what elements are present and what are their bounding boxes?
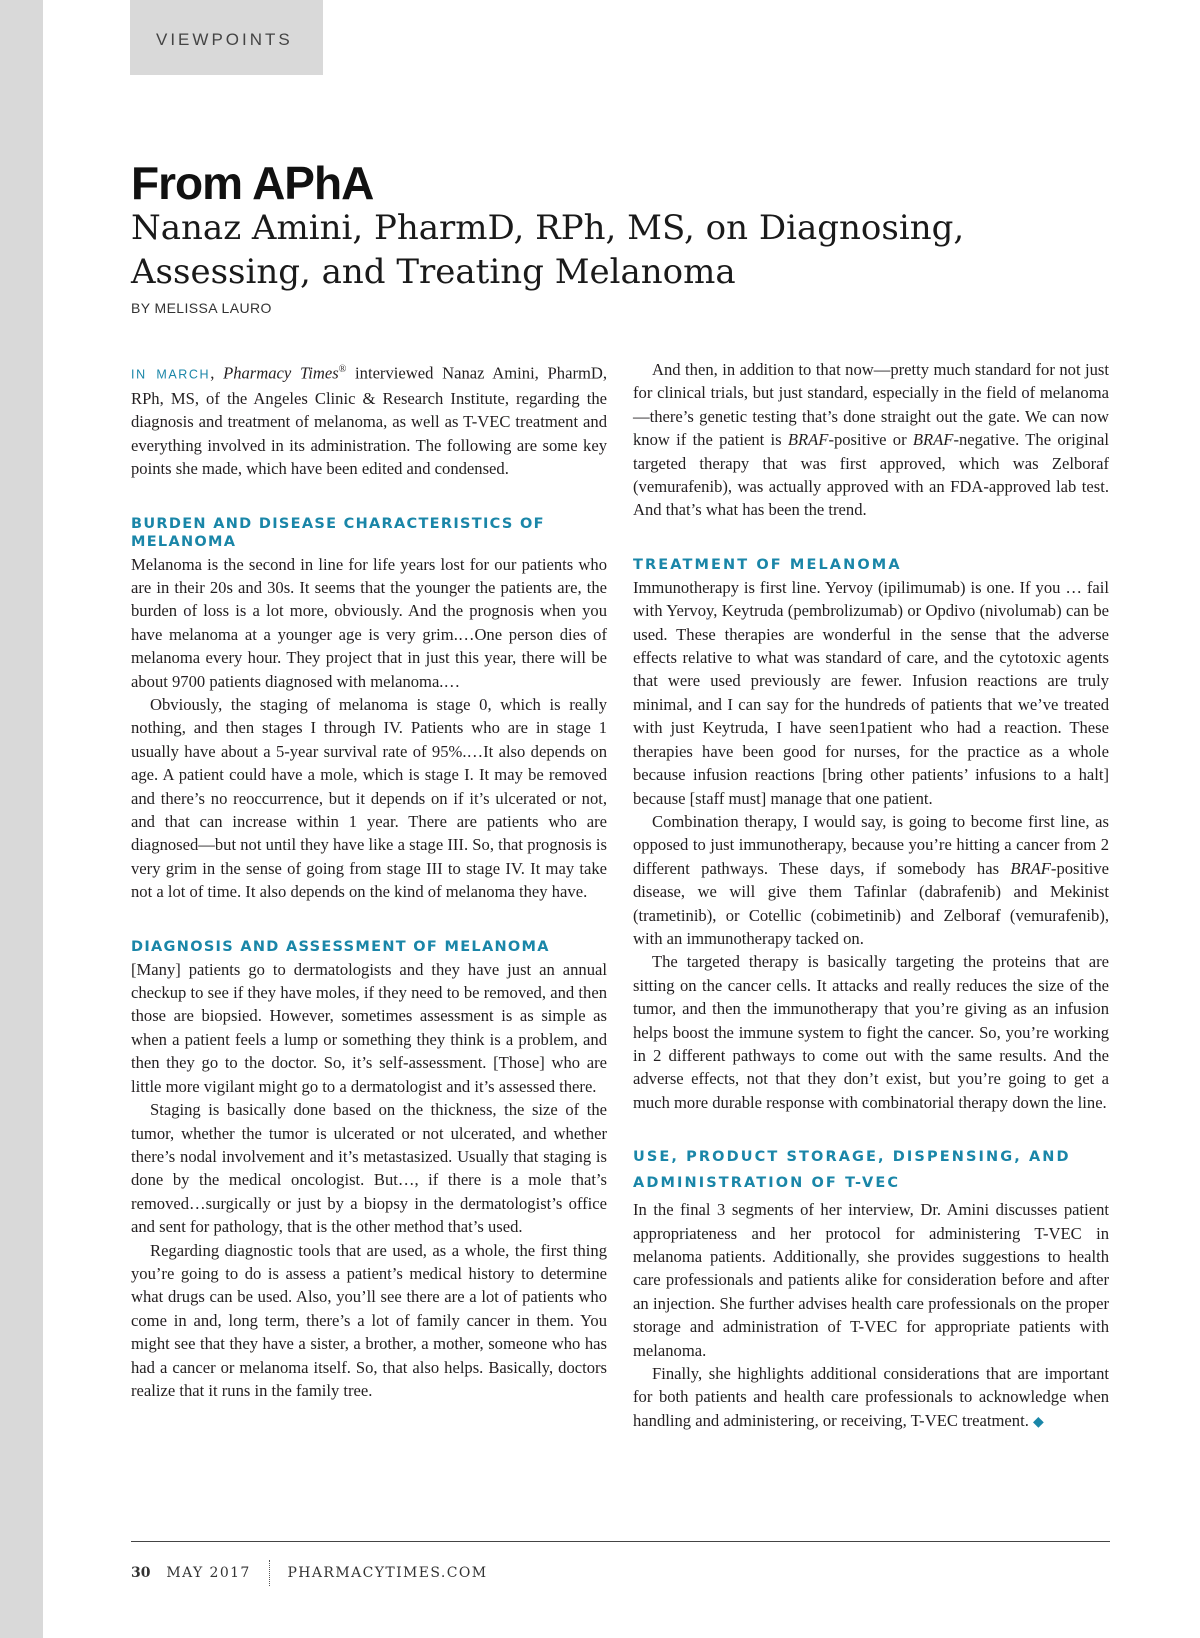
left-column bbox=[131, 358, 607, 1402]
burden-paragraph-2: Obviously, the staging of melanoma is stage 0, which is really nothing, and then stages I through IV. Patients who are in stage 1 usually have about a 5-year survival rate of 95%.…It also depends on age. A patient could have a mole, which is stage I. It may be removed and there’s no reoccurrence, but it depends on if it’s ulcerated or not, and that can increase within 1 year. There are patients who are diagnosed—but not until they have like a stage III. So, that prognosis is very grim in the sense of going from stage III to stage IV. It may take not a lot of time. It also depends on the kind of melanoma they have. bbox=[131, 695, 607, 902]
publication-name: Pharmacy Times bbox=[223, 363, 339, 383]
diagnosis-paragraph-3: Regarding diagnostic tools that are used, as a whole, the first thing you’re going to do is assess a patient’s medical history to determine what drugs can be used. Also, you’ll see there are a lot of patients who come in and, long term, there’s a lot of family cancer in them. You might see that they have a sister, a brother, a mother, someone who has had a cancer or melanoma itself. So, that also helps. Basically, doctors realize that it runs in the family tree. bbox=[131, 1240, 607, 1400]
end-of-article-icon: ◆ bbox=[1033, 1414, 1044, 1430]
intro-text: interviewed Nanaz Amini, PharmD, RPh, MS, of the Angeles Clinic & Research Institute, regarding the diagnosis and treatment of melanoma, as well as T-VEC treatment and everything involved in its administration. The following are some key points she made, which have been edited and condensed. bbox=[131, 363, 608, 479]
heading-treatment: TREATMENT OF MELANOMA bbox=[633, 556, 902, 573]
website: PHARMACYTIMES.COM bbox=[287, 1565, 488, 1581]
genetic-testing-paragraph bbox=[633, 358, 1109, 522]
lead-punct: , bbox=[210, 363, 224, 383]
treatment-paragraph-3: The targeted therapy is basically targeting the proteins that are sitting on the cancer cells. It attacks and really reduces the size of the tumor, and then the immunotherapy that you’re giving as an infusion helps boost the immune system to fight the cancer. So, you’re working in 2 different pathways to come out with the same results. And the adverse effects, not that they don’t exist, but you’re going to get a much more durable response with combinatorial therapy down the line. bbox=[633, 952, 1109, 1112]
braf-term: BRAF bbox=[787, 430, 829, 450]
genetic-text-2: -positive or bbox=[828, 430, 913, 450]
byline: BY MELISSA LAURO bbox=[131, 300, 272, 316]
treatment-text-2a: Combination therapy, I would say, is going to become first line, as opposed to just immunotherapy, because you’re hitting a cancer from 2 different pathways. These days, if somebody has bbox=[633, 811, 1109, 878]
usage-paragraph-2 bbox=[633, 1362, 1109, 1434]
usage-text-2: Finally, she highlights additional considerations that are important for both patients and health care professionals to acknowledge when handling and administering, or receiving, T-VEC treatment. bbox=[633, 1364, 1109, 1430]
burden-paragraph-1: Melanoma is the second in line for life years lost for our patients who are in their 20s and 30s. It seems that the younger the patients are, the burden of loss is a lot more, obviously. And the prognosis when you have melanoma at a younger age is very grim.…One person dies of melanoma every hour. They project that in just this year, there will be about 9700 patients diagnosed with melanoma.… bbox=[131, 554, 607, 691]
left-margin-bar bbox=[0, 0, 43, 1638]
page-number: 30 bbox=[131, 1565, 151, 1581]
registered-mark: ® bbox=[338, 364, 347, 375]
heading-usage: USE, PRODUCT STORAGE, DISPENSING, AND ADMINISTRATION OF T-VEC bbox=[633, 1149, 1071, 1192]
kicker-title: From APhA bbox=[131, 157, 374, 209]
section-tab: VIEWPOINTS bbox=[130, 0, 323, 75]
braf-term: BRAF bbox=[912, 430, 954, 450]
heading-burden: BURDEN AND DISEASE CHARACTERISTICS OF MELANOMA bbox=[131, 515, 545, 550]
treatment-text-2b: -positive disease, we will give them Tafinlar (dabrafenib) and Mekinist (trametinib), or Cotellic (cobimetinib) and Zelboraf (vemurafenib), with an immunotherapy tacked on. bbox=[633, 858, 1109, 948]
issue-date: MAY 2017 bbox=[166, 1565, 251, 1581]
intro-paragraph bbox=[131, 358, 607, 481]
right-column bbox=[633, 358, 1109, 1434]
treatment-paragraph-2 bbox=[633, 810, 1109, 950]
usage-paragraph-1: In the final 3 segments of her interview, Dr. Amini discusses patient appropriateness and her protocol for administering T-VEC in melanoma patients. Additionally, she provides suggestions to health care professionals and patients alike for consideration before and after an injection. She further advises health care professionals on the proper storage and administration of T-VEC for appropriate patients with melanoma. bbox=[633, 1200, 1109, 1360]
page-footer bbox=[131, 1560, 487, 1584]
diagnosis-paragraph-1: [Many] patients go to dermatologists and they have just an annual checkup to see if they have moles, if they need to be removed, and then those are biopsied. However, sometimes assessment is as simple as when a patient feels a lump or something they think is a problem, and then they go to the doctor. So, it’s self-assessment. [Those] who are little more vigilant might go to a dermatologist and it’s assessed there. bbox=[131, 959, 607, 1096]
genetic-text-1: And then, in addition to that now—pretty much standard for not just for clinical trials, but just standard, especially in the field of melanoma—there’s genetic testing that’s done straight out the gate. We can now know if the patient is bbox=[633, 360, 1109, 450]
braf-term: BRAF bbox=[1010, 858, 1051, 878]
article-headline: Nanaz Amini, PharmD, RPh, MS, on Diagnosing, Assessing, and Treating Melanoma bbox=[131, 208, 965, 292]
lead-in: IN MARCH bbox=[131, 367, 211, 382]
heading-diagnosis: DIAGNOSIS AND ASSESSMENT OF MELANOMA bbox=[131, 938, 550, 955]
footer-divider bbox=[269, 1560, 270, 1586]
diagnosis-paragraph-2: Staging is basically done based on the thickness, the size of the tumor, whether the tumor is ulcerated or not ulcerated, and whether there’s nodal involvement and it’s metastasized. Usually that staging is done by the medical oncologist. But…, if there is a mole that’s removed…surgically or just by a biopsy in the dermatologist’s office and sent for pathology, that is the other method that’s used. bbox=[131, 1100, 607, 1237]
genetic-text-3: -negative. The original targeted therapy that was first approved, which was Zelboraf (vemurafenib), was actually approved with an FDA-approved lab test. And that’s what has been the trend. bbox=[633, 430, 1109, 520]
treatment-paragraph-1: Immunotherapy is first line. Yervoy (ipilimumab) is one. If you … fail with Yervoy, Keytruda (pembrolizumab) or Opdivo (nivolumab) can be used. These therapies are wonderful in the sense that the adverse effects relative to what was standard of care, and the cytotoxic agents that were used previously are fewer. Infusion reactions are truly minimal, and I can say for the hundreds of patients that we’ve treated with just Keytruda, I have seen1patient who had a reaction. These therapies have been good for nurses, for the practice as a whole because infusion reactions [bring other patients’ infusions to a halt] because [staff must] manage that one patient. bbox=[633, 577, 1109, 808]
footer-rule bbox=[131, 1541, 1110, 1542]
